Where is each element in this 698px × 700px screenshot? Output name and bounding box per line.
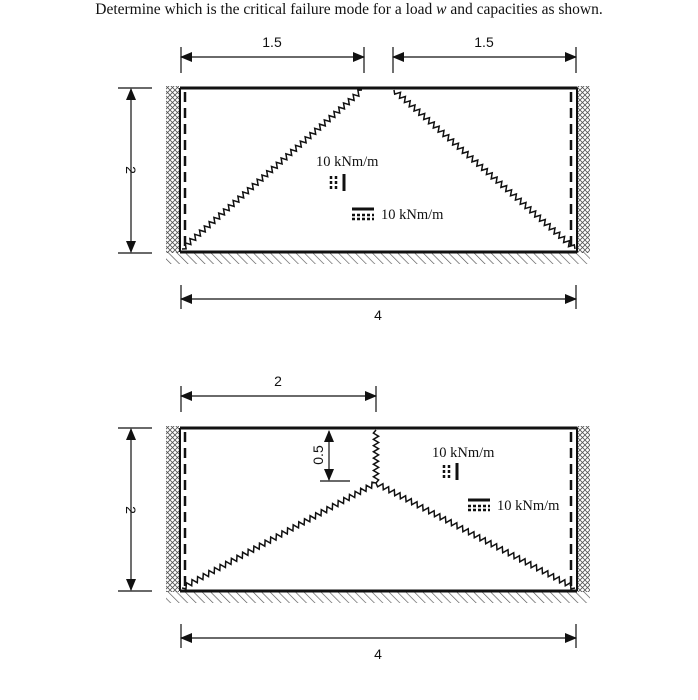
slab-diagram-bottom [118,373,590,662]
positive-yield-line-left [182,482,376,589]
question-suffix: and capacities as shown. [446,1,603,18]
dim-label-left: 1.5 [262,34,282,50]
negative-moment-symbol [468,500,490,510]
dim-label-height: 2 [123,166,139,174]
dim-label-right: 1.5 [474,34,494,50]
fixed-support-left [166,86,179,253]
negative-moment-symbol [352,209,374,219]
fixed-support-bottom [166,252,590,264]
fixed-support-right [577,426,590,592]
positive-moment-symbol [331,174,344,191]
dim-label-width: 4 [374,307,382,323]
fixed-support-bottom [166,591,590,603]
load-variable: w [436,1,447,18]
positive-moment-symbol [444,463,457,480]
dim-label-height: 2 [123,506,139,514]
dim-label-width: 4 [374,646,382,662]
dim-label-offset: 0.5 [310,445,326,465]
negative-moment-label: 10 kNm/m [381,207,444,223]
slab-diagram-top [118,34,590,323]
positive-yield-line-vertical [373,430,378,483]
negative-moment-label: 10 kNm/m [497,498,560,514]
fixed-support-right [577,86,590,253]
positive-moment-label: 10 kNm/m [432,445,495,461]
positive-moment-label: 10 kNm/m [316,154,379,170]
dim-label-apex: 2 [274,373,282,389]
positive-yield-line-right [394,90,575,249]
fixed-support-left [166,426,179,592]
question-prefix: Determine which is the critical failure mode for a load [95,1,437,18]
